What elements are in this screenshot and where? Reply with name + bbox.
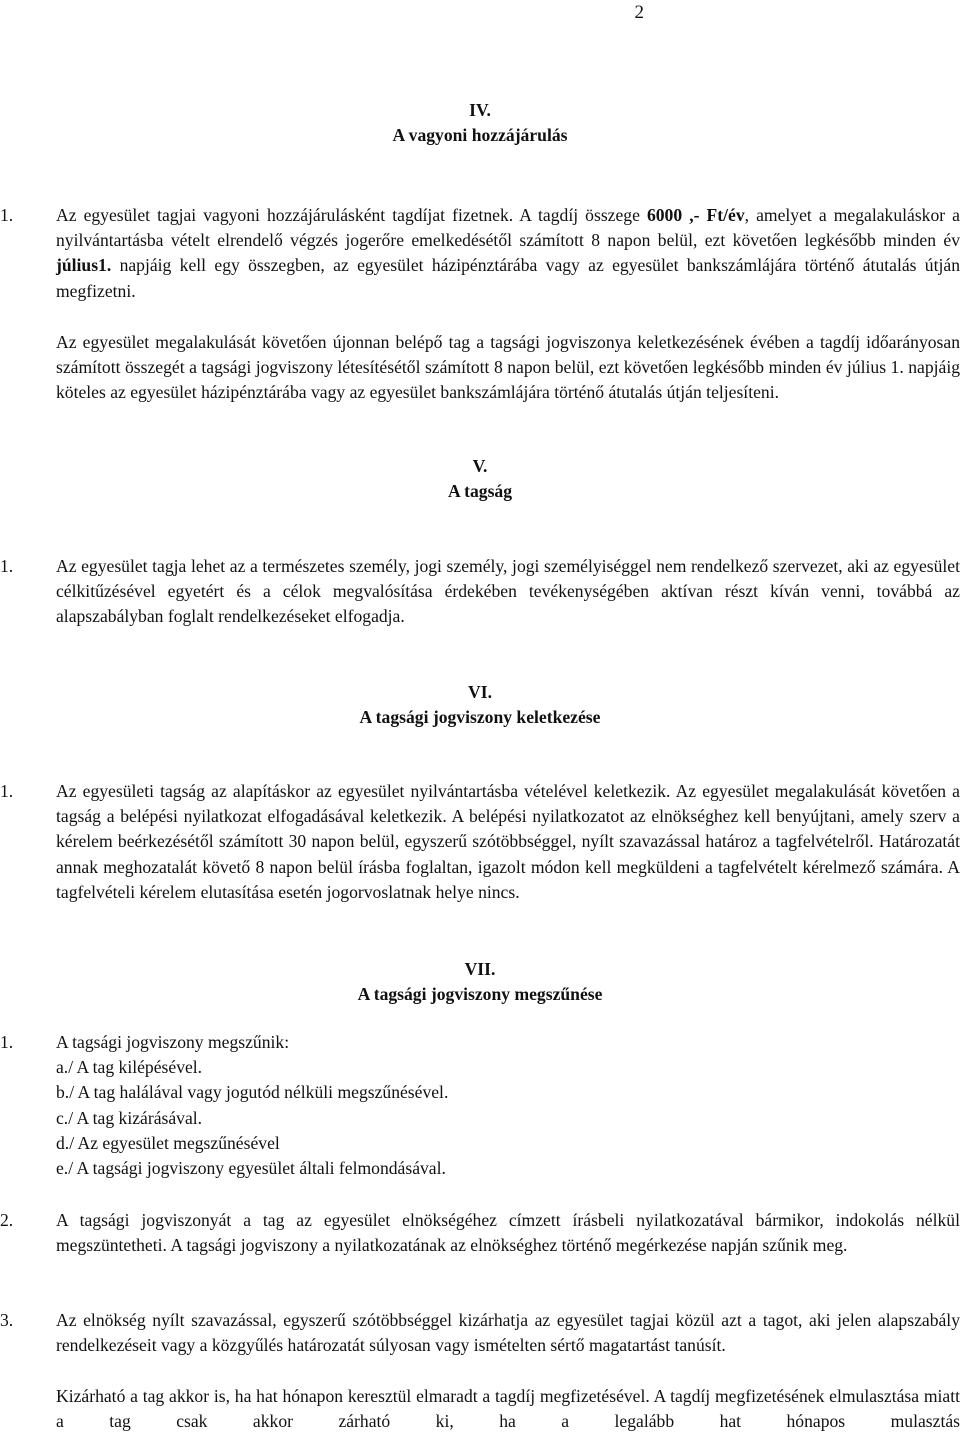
section-vii-paragraph-3 — [0, 1308, 960, 1358]
paragraph-number: 2. — [0, 1210, 14, 1230]
section-v-title: A tagság — [447, 481, 513, 502]
paragraph-text: Az elnökség nyílt szavazással, egyszerű szótöbbséggel kizárhatja az egyesület tagjai közül azt a tagot, aki jelen alapszabály rendelkezéseit vagy a közgyűlés határozatát súlyosan vagy ismételten sértő magatartást tanúsít. — [56, 1310, 960, 1356]
paragraph-number: 1. — [0, 1032, 14, 1052]
section-vii-heading — [0, 957, 960, 1007]
paragraph-number: 3. — [0, 1310, 14, 1330]
paragraph-text: Az egyesület megalakulását követően újonnan belépő tag a tagsági jogviszonya keletkezésének évében a tagdíj időarányosan számított összegét a tagsági jogviszony létesítésétől számított 8 napon belül, ezt követően legkésőbb minden év július 1. napjáig köteles az egyesület házipénztárába vagy az egyesület bankszámlájára történő átutalás útján teljesíteni. — [56, 332, 960, 403]
paragraph-number: 1. — [0, 781, 14, 801]
paragraph-text: Az egyesület tagjai vagyoni hozzájárulásként tagdíjat fizetnek. A tagdíj összege — [56, 205, 647, 225]
section-v-paragraph-1 — [0, 554, 960, 630]
tagdij-amount: 6000 ,- Ft/év — [646, 205, 745, 225]
section-vii-title: A tagsági jogviszony megszűnése — [357, 984, 603, 1005]
section-vi-title: A tagsági jogviszony keletkezése — [359, 707, 601, 728]
section-iv-paragraph-1 — [0, 203, 960, 304]
paragraph-text: Az egyesület tagja lehet az a természetes személy, jogi személy, jogi személyiséggel nem rendelkező szervezet, aki az egyesület célkitűzésével egyetért és a célok megvalósítása érdekében tevékenységében aktívan részt kíván venni, továbbá az alapszabályban foglalt rendelkezéseket elfogadja. — [56, 556, 960, 627]
section-vi-paragraph-1 — [0, 779, 960, 905]
section-iv-roman: IV. — [469, 100, 491, 120]
paragraph-text: A tagsági jogviszonyát a tag az egyesület elnökségéhez címzett írásbeli nyilatkozatával bármikor, indokolás nélkül megszüntetheti. A tagsági jogviszony a nyilatkozatának az elnökséghez történő megérkezése napján szűnik meg. — [56, 1210, 960, 1256]
section-vii-paragraph-4 — [0, 1384, 960, 1434]
section-vi-heading — [0, 680, 960, 730]
list-item: c./ A tag kizárásával. — [56, 1107, 203, 1128]
section-iv-title: A vagyoni hozzájárulás — [392, 125, 568, 146]
list-item: d./ Az egyesület megszűnésével — [56, 1132, 280, 1153]
list-item: b./ A tag halálával vagy jogutód nélküli megszűnésével. — [56, 1082, 449, 1103]
list-intro: A tagsági jogviszony megszűnik: — [56, 1032, 290, 1052]
paragraph-text: , amelyet a megalakuláskor a nyilvántartásba vételt elrendelő végzés jogerőre emelkedésétől számított 8 napon belül, ezt követően legkésőbb minden év — [56, 205, 960, 251]
section-vii-paragraph-2 — [0, 1208, 960, 1258]
section-v-heading — [0, 454, 960, 504]
paragraph-number: 1. — [0, 556, 14, 576]
section-v-roman: V. — [472, 456, 488, 476]
section-iv-heading — [0, 98, 960, 148]
section-vii-roman: VII. — [464, 959, 496, 979]
list-item: e./ A tagsági jogviszony egyesület általi felmondásával. — [56, 1158, 446, 1179]
paragraph-text: napjáig kell egy összegben, az egyesület házipénztárába vagy az egyesület bankszámlájára történő átutalás útján megfizetni. — [56, 255, 960, 301]
paragraph-text: Kizárható a tag akkor is, ha hat hónapon keresztül elmaradt a tagdíj megfizetésével. A tagdíj megfizetésének elmulasztása miatt a tag csak akkor zárható ki, ha a legalább hat hónapos mulasztás — [56, 1386, 960, 1432]
deadline-date: július1. — [56, 255, 112, 276]
paragraph-number: 1. — [0, 205, 14, 225]
section-vii-paragraph-1 — [0, 1030, 960, 1181]
page-number: 2 — [634, 2, 644, 23]
list-item: a./ A tag kilépésével. — [56, 1057, 203, 1078]
section-iv-paragraph-2 — [0, 330, 960, 406]
paragraph-text: Az egyesületi tagság az alapításkor az egyesület nyilvántartásba vételével keletkezik. Az egyesület megalakulását követően a tagság a belépési nyilatkozat elfogadásával keletkezik. A belépési nyilatkozatot az elnökséghez kell benyújtani, amely szerv a kérelem beérkezésétől számított 30 napon belül, egyszerű szótöbbséggel, nyílt szavazással határoz a tagfelvételről. Határozatát annak meghozatalát követő 8 napon belül írásba foglaltan, igazolt módon kell megküldeni a tagfelvételt kérelmező számára. A tagfelvételi kérelem elutasítása esetén jogorvoslatnak helye nincs. — [56, 781, 960, 902]
section-vi-roman: VI. — [468, 682, 492, 702]
